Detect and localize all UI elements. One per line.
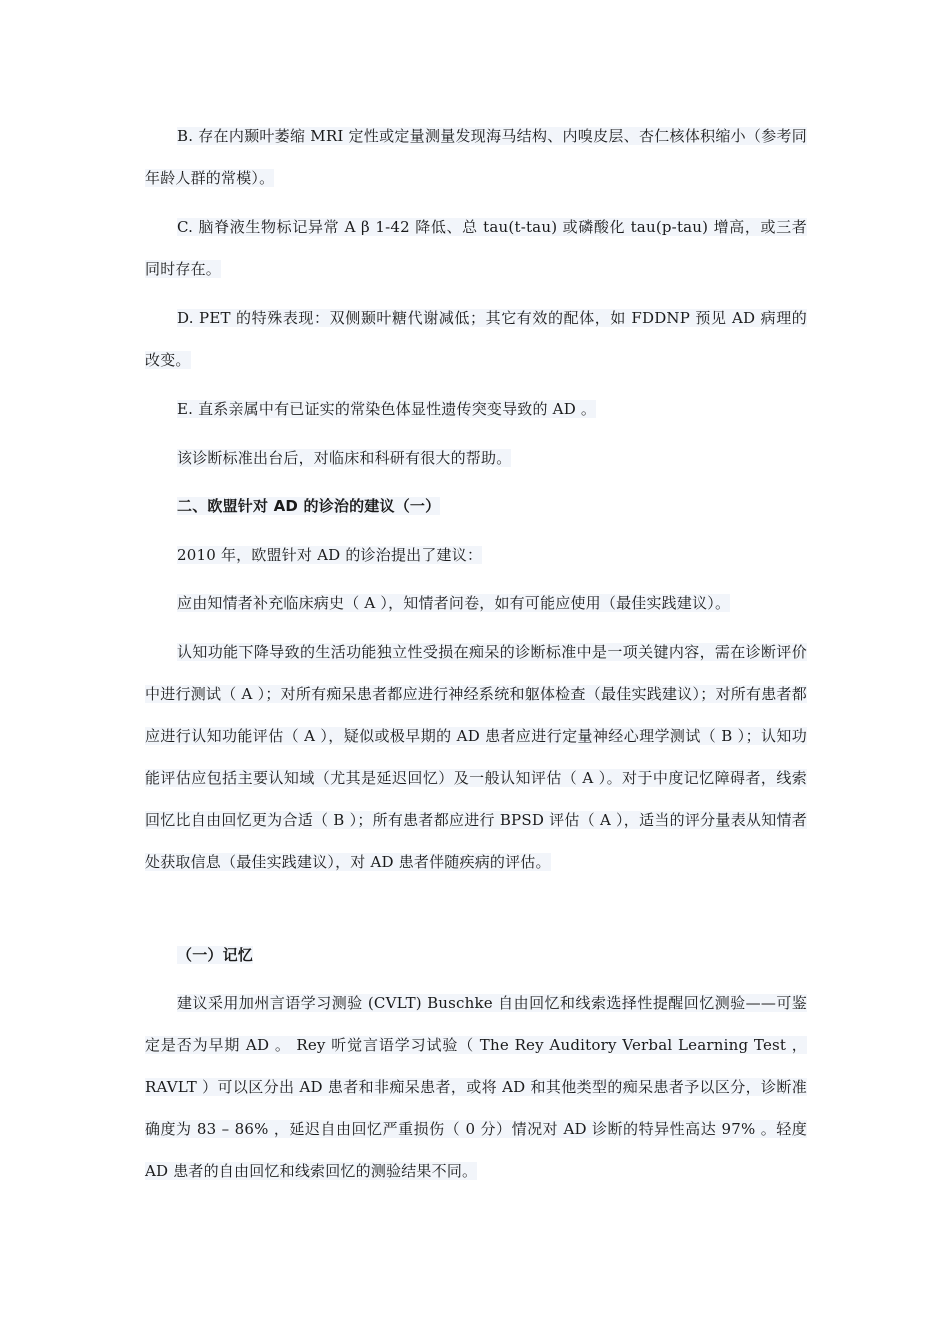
cognitive-assessment-paragraph (145, 631, 807, 883)
criterion-b-paragraph (145, 115, 807, 199)
criterion-c-text: C. 脑脊液生物标记异常 A β 1-42 降低、总 tau(t-tau) 或磷酸化 tau(p-tau) 增高，或三者同时存在。 (145, 218, 807, 278)
history-recommendation-paragraph (145, 582, 807, 624)
criterion-c-paragraph (145, 206, 807, 290)
eu-section-heading (145, 485, 807, 527)
diagnosis-help-paragraph (145, 437, 807, 479)
memory-subheading-text: （一）记忆 (177, 946, 254, 964)
memory-tests-text: 建议采用加州言语学习测验 (CVLT) Buschke 自由回忆和线索选择性提醒回忆测验——可鉴定是否为早期 AD 。 Rey 听觉言语学习试验（ The Rey Auditory Verbal Learning Test ， RAVLT ）可以区分出 AD 患者和非痴呆患者，或将 AD 和其他类型的痴呆患者予以区分，诊断准确度为 83 – 86% ，延迟自由回忆严重损伤（ 0 分）情况对 AD 诊断的特异性高达 97% 。轻度 AD 患者的自由回忆和线索回忆的测验结果不同。 (145, 994, 807, 1180)
memory-subheading (145, 934, 807, 976)
criterion-d-text: D. PET 的特殊表现：双侧颞叶糖代谢减低；其它有效的配体，如 FDDNP 预见 AD 病理的改变。 (145, 309, 807, 369)
criterion-e-paragraph (145, 388, 807, 430)
criterion-e-text: E. 直系亲属中有已证实的常染色体显性遗传突变导致的 AD 。 (177, 400, 597, 418)
eu-2010-paragraph (145, 534, 807, 576)
cognitive-assessment-text: 认知功能下降导致的生活功能独立性受损在痴呆的诊断标准中是一项关键内容，需在诊断评价中进行测试（ A ）；对所有痴呆患者都应进行神经系统和躯体检查（最佳实践建议）；对所有患者都应进行认知功能评估（ A ），疑似或极早期的 AD 患者应进行定量神经心理学测试（ B ）；认知功能评估应包括主要认知域（尤其是延迟回忆）及一般认知评估（ A ）。对于中度记忆障碍者，线索回忆比自由回忆更为合适（ B ）；所有患者都应进行 BPSD 评估（ A ），适当的评分量表从知情者处获取信息（最佳实践建议），对 AD 患者伴随疾病的评估。 (145, 643, 807, 871)
eu-section-heading-text: 二、欧盟针对 AD 的诊治的建议（一） (177, 497, 441, 515)
memory-tests-paragraph (145, 982, 807, 1192)
history-recommendation-text: 应由知情者补充临床病史（ A ），知情者问卷，如有可能应使用（最佳实践建议）。 (177, 594, 731, 612)
criterion-d-paragraph (145, 297, 807, 381)
criterion-b-text: B. 存在内颞叶萎缩 MRI 定性或定量测量发现海马结构、内嗅皮层、杏仁核体积缩小（参考同年龄人群的常模）。 (145, 127, 807, 187)
eu-2010-text: 2010 年，欧盟针对 AD 的诊治提出了建议： (177, 546, 483, 564)
diagnosis-help-text: 该诊断标准出台后，对临床和科研有很大的帮助。 (177, 449, 512, 467)
